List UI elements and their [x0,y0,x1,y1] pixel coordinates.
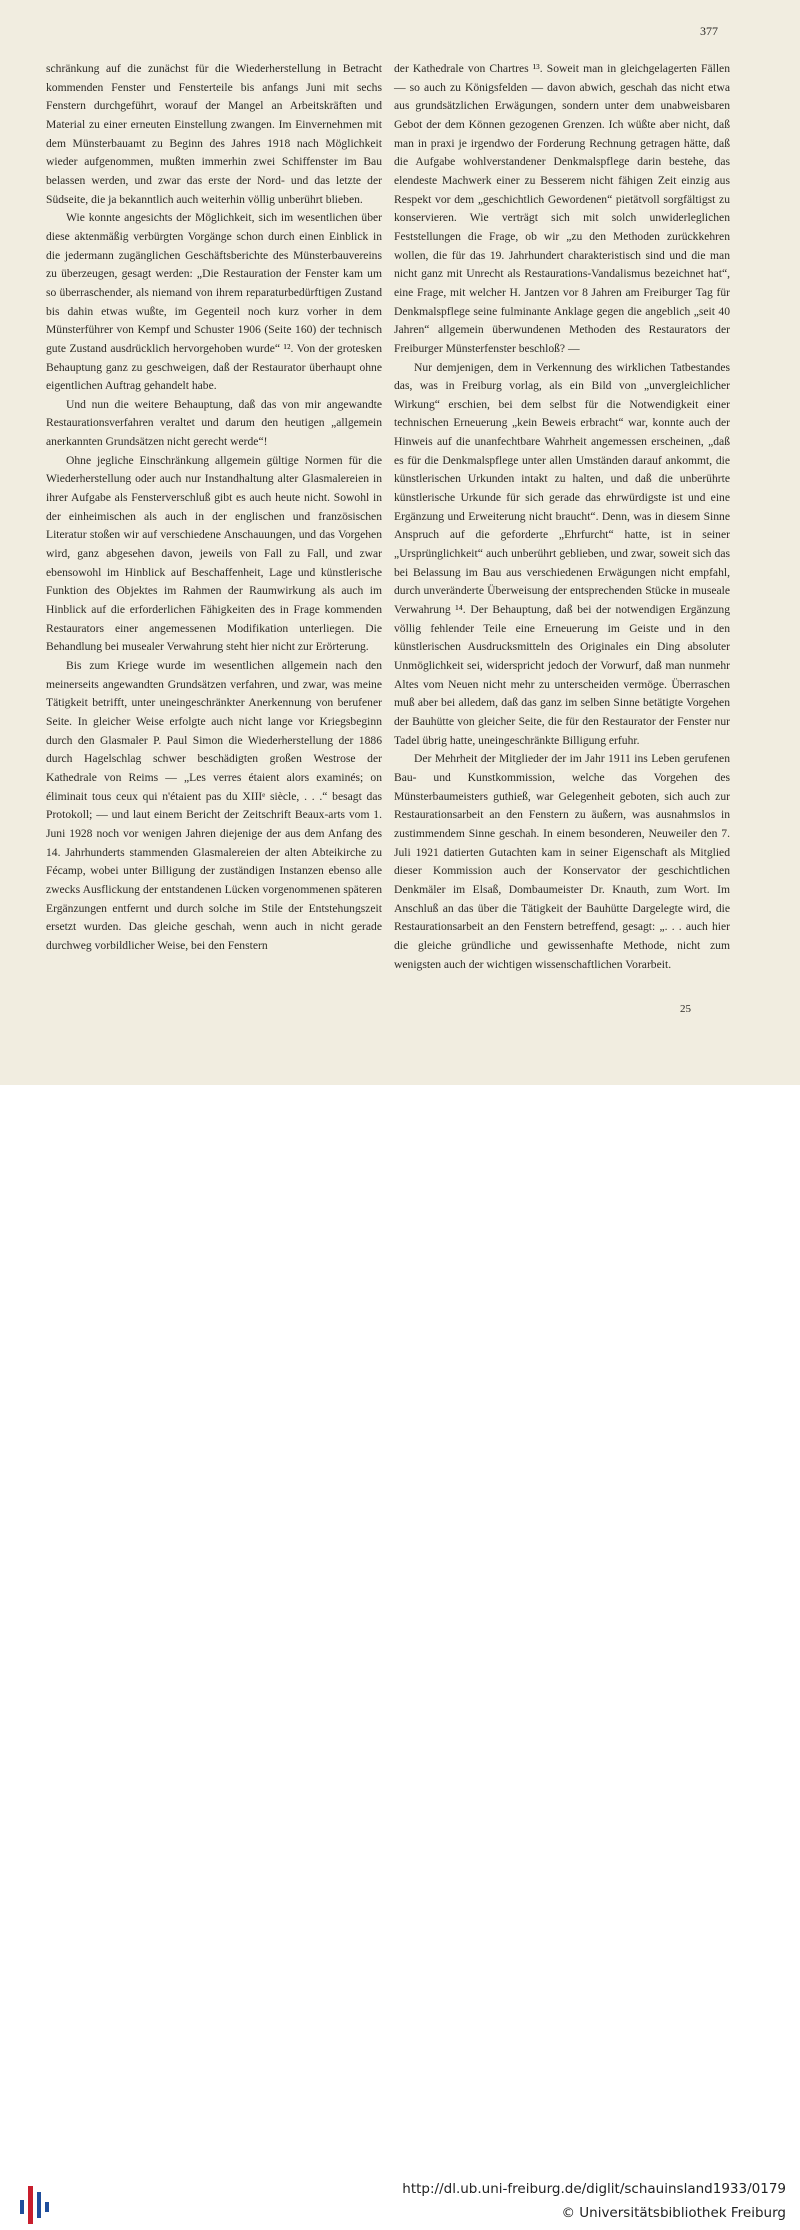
scanned-page [0,0,800,1085]
paragraph: der Kathedrale von Chartres ¹³. Soweit man in gleichgelagerten Fällen — so auch zu Königsfelden — davon abwich, geschah das nicht etwa aus grundsätzlichen Erwägungen, sondern unter dem unabweisbaren Gebot der dem Können gezogenen Grenzen. Ich wüßte aber nicht, daß man in praxi je irgendwo der Forderung Rechnung getragen hätte, daß die Aufgabe wohlverstandener Denkmalspflege darin bestehe, das elendeste Machwerk einer zu Besserem nicht fähigen Zeit einzig aus Respekt vor dem „geschichtlich Gewordenen“ pietätvoll sorgfältigst zu konservieren. Wie verträgt sich mit solch unwiderleglichen Feststellungen die Frage, ob wir „zu den Methoden zurückkehren wollen, die für das 19. Jahrhundert charakteristisch sind und die man nicht ganz mit Unrecht als Restaurations-Vandalismus bezeichnet hat“, eine Frage, mit welcher H. Jantzen vor 8 Jahren am Freiburger Tag für Denkmalspflege seine fulminante Anklage gegen die angeblich „seit 40 Jahren“ allgemein überwundenen Methoden des Restaurators der Freiburger Münsterfenster beschloß? — [394,62,730,355]
viewer-footer [0,1085,800,2221]
right-column [394,60,730,974]
ub-freiburg-logo-icon [18,2182,52,2226]
copyright-text: © Universitätsbibliothek Freiburg [561,2205,786,2221]
paragraph: Ohne jegliche Einschränkung allgemein gültige Normen für die Wiederherstellung oder auch nur Instandhaltung alter Glasmalereien in ihrer Aufgabe als Fensterverschluß gibt es auch heute nicht. Sowohl in der einheimischen als auch in der englischen und französischen Literatur stoßen wir auf verschiedene Anschauungen, und das Vorgehen wird, ganz abgesehen davon, jeweils von Fall zu Fall, und zwar ebensowohl im Hinblick auf Beschaffenheit, Lage und künstlerische Funktion des Objektes im Rahmen der Raumwirkung als auch im Hinblick auf die erforderlichen Fähigkeiten des in Frage kommenden Restaurators einer angemessenen Modifikation unterliegen. Die Behandlung bei musealer Verwahrung steht hier nicht zur Erörterung. [46,453,382,654]
source-url-link[interactable]: http://dl.ub.uni-freiburg.de/diglit/schauinsland1933/0179 [402,2181,786,2197]
paragraph: Bis zum Kriege wurde im wesentlichen allgemein nach den meinerseits angewandten Grundsätzen verfahren, und zwar, was meine Tätigkeit betrifft, unter uneingeschränkter Anerkennung von berufener Seite. In gleicher Weise erfolgte auch nicht lange vor Kriegsbeginn durch den Glasmaler P. Paul Simon die Wiederherstellung der 1886 durch Hagelschlag schwer beschädigten großen Westrose der Kathedrale von Reims — „Les verres étaient alors examinés; on éliminait tous ceux qui n'étaient pas du XIIIᵉ siècle, . . .“ besagt das Protokoll; — und laut einem Bericht der Zeitschrift Beaux-arts vom 1. Juni 1928 noch vor wenigen Jahren diejenige der aus dem Anfang des 14. Jahrhunderts stammenden Glasmalereien der alten Abteikirche zu Fécamp, wobei unter Billigung der zuständigen Instanzen ebenso alle zwecks Ausflickung der entstandenen Lücken vorgenommenen späteren Ergänzungen entfernt und durch solche im Stile der Entstehungszeit ersetzt wurden. Das gleiche geschah, wenn auch in nicht gerade durchweg vorbildlicher Weise, bei den Fenstern [46,659,382,952]
paragraph: schränkung auf die zunächst für die Wiederherstellung in Betracht kommenden Fenster und Fensterteile bis anfangs Juni mit sechs Fenstern durchgeführt, worauf der Mangel an Arbeitskräften und Material zu einer erneuten Einstellung zwangen. Im Einvernehmen mit dem Münsterbauamt zu Beginn des Jahres 1918 nach Möglichkeit wieder aufgenommen, mußten immerhin zwei Schiffenster im Bau belassen werden, und zwar das erste der Nord- und das letzte der Südseite, die ja bekanntlich auch weiterhin völlig unberührt blieben. [46,62,382,206]
paragraph: Und nun die weitere Behauptung, daß das von mir angewandte Restaurationsverfahren veraltet und darum den heutigen „allgemein anerkannten Grundsätzen nicht gerecht werde“! [46,397,382,449]
paragraph: Wie konnte angesichts der Möglichkeit, sich im wesentlichen über diese aktenmäßig verbürgten Vorgänge schon durch einen Einblick in die jedermann zugänglichen Geschäftsberichte des Münsterbauvereins zu überzeugen, gesagt werden: „Die Restauration der Fenster kam um so überraschender, als niemand von ihrem reparaturbedürftigen Zustand bis dahin etwas wußte, im Gegenteil noch kurz vorher in dem Münsterführer von Kempf und Schuster 1906 (Seite 160) der technisch gute Zustand ausdrücklich hervorgehoben wurde“ ¹². Von der grotesken Behauptung ganz zu geschweigen, daß der Restaurator überhaupt ohne eigentlichen Auftrag gehandelt habe. [46,211,382,393]
left-column [46,60,382,956]
page-number-top: 377 [700,24,718,38]
paragraph: Nur demjenigen, dem in Verkennung des wirklichen Tatbestandes das, was in Freiburg vorlag, als ein Bild von „unvergleichlicher Wirkung“ erschien, bei dem selbst für die Notwendigkeit einer technischen Erneuerung „kein Beweis erbracht“ war, konnte auch der Hinweis auf die unanfechtbare Wahrheit angemessen erscheinen, „daß es für die Denkmalspflege unter allen Umständen darauf ankommt, die künstlerischen Urkunden intakt zu halten, und daß die unberührte künstlerische Urkunde für sich gerade das ehrwürdigste ist und eine Ergänzung und Erweiterung nicht braucht“. Denn, was in diesem Sinne Anspruch auf die geforderte „Ehrfurcht“ hatte, ist in seiner „Ursprünglichkeit“ auch unberührt geblieben, und zwar, soweit sich das bei Belassung im Bau aus verschiedenen Erwägungen nicht empfahl, durch unveränderte Überweisung der entsprechenden Stücke in museale Verwahrung ¹⁴. Der Behauptung, daß bei der notwendigen Ergänzung völlig fehlender Teile eine Erneuerung im Geiste und in den künstlerischen Ausdrucksmitteln des Originales ein Ding absoluter Unmöglichkeit sei, widerspricht jedoch der Vorwurf, daß man nunmehr Altes vom Neuen nicht mehr zu unterscheiden vermöge. Überraschen muß aber bei alledem, daß das ganz im selben Sinne betätigte Vorgehen der Bauhütte von gleicher Seite, die für den Restaurator der Fenster nur Tadel übrig hatte, uneingeschränkte Billigung erfuhr. [394,360,730,747]
paragraph: Der Mehrheit der Mitglieder der im Jahr 1911 ins Leben gerufenen Bau- und Kunstkommission, welche das Vorgehen des Münsterbaumeisters guthieß, war Gelegenheit geboten, sich auch zur Restaurationsarbeit an den Fenstern zu äußern, was ausnahmslos in zustimmendem Sinne geschah. In einem besonderen, Neuweiler den 7. Juli 1921 datierten Gutachten kam in seiner Eigenschaft als Mitglied dieser Kommission auch der Konservator der geschichtlichen Denkmäler im Elsaß, Dombaumeister Dr. Knauth, zum Wort. Im Anschluß an das über die Tätigkeit der Bauhütte Dargelegte wird, die Restaurationsarbeit an den Fenstern betreffend, gesagt: „. . . auch hier die gleiche gründliche und gewissenhafte Methode, nicht zum wenigsten auch der wichtigen wissenschaftlichen Vorarbeit. [394,752,730,971]
page-number-bottom: 25 [680,1003,691,1015]
